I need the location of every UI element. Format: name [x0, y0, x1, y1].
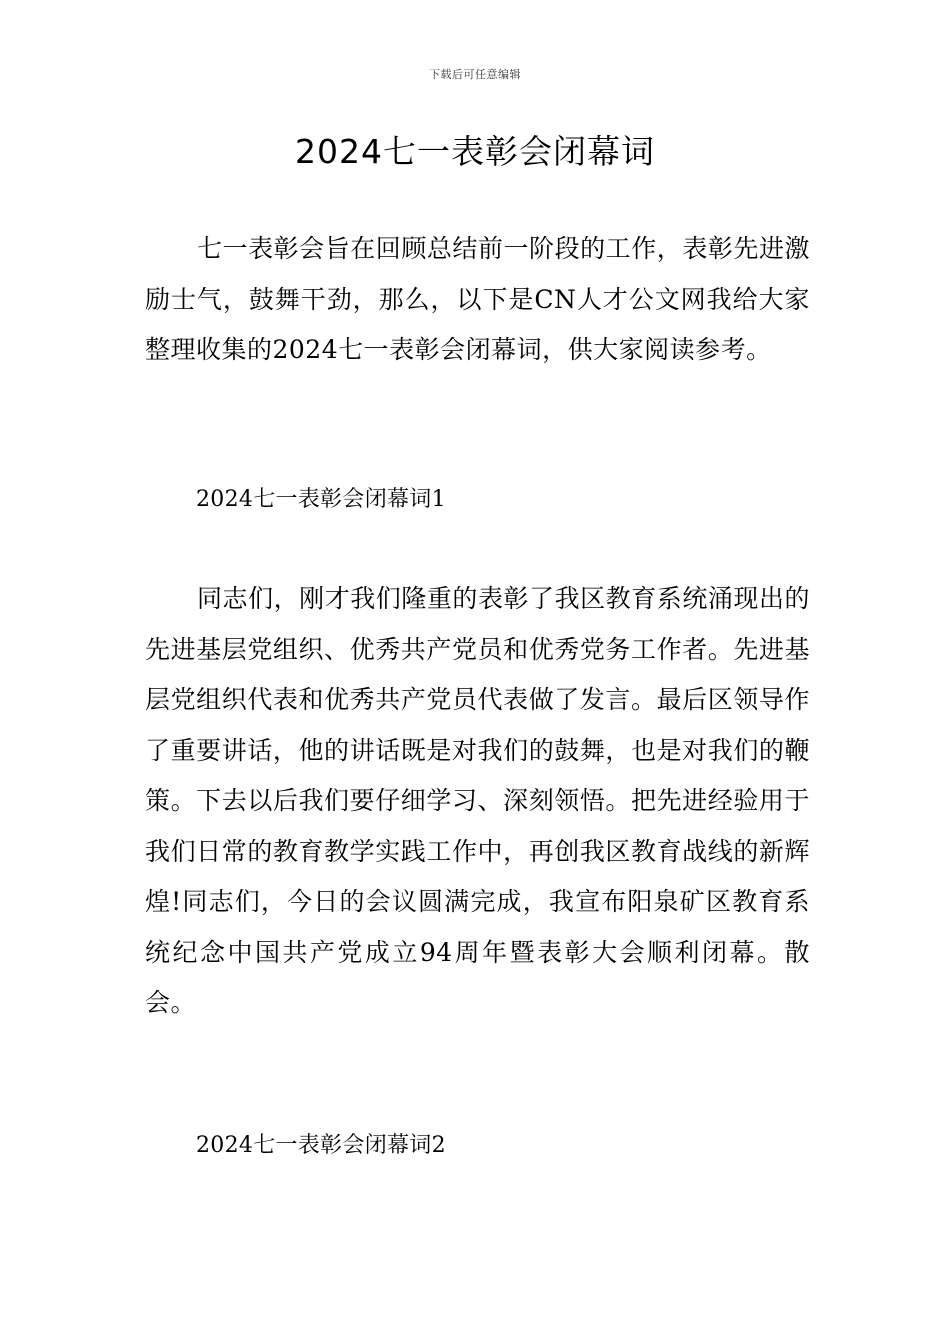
section-heading-2: 2024七一表彰会闭幕词2	[196, 1133, 446, 1158]
section-heading-1: 2024七一表彰会闭幕词1	[196, 487, 446, 512]
header-note: 下载后可任意编辑	[429, 68, 521, 81]
intro-paragraph: 七一表彰会旨在回顾总结前一阶段的工作，表彰先进激励士气，鼓舞干劲，那么，以下是CN人才公文网我给大家整理收集的2024七一表彰会闭幕词，供大家阅读参考。	[145, 234, 810, 364]
document-title: 2024七一表彰会闭幕词	[295, 132, 655, 171]
section-body-1: 同志们，刚才我们隆重的表彰了我区教育系统涌现出的先进基层党组织、优秀共产党员和优秀党务工作者。先进基层党组织代表和优秀共产党员代表做了发言。最后区领导作了重要讲话，他的讲话既是对我们的鼓舞，也是对我们的鞭策。下去以后我们要仔细学习、深刻领悟。把先进经验用于我们日常的教育教学实践工作中，再创我区教育战线的新辉煌!同志们，今日的会议圆满完成，我宣布阳泉矿区教育系统纪念中国共产党成立94周年暨表彰大会顺利闭幕。散会。	[145, 584, 810, 1017]
